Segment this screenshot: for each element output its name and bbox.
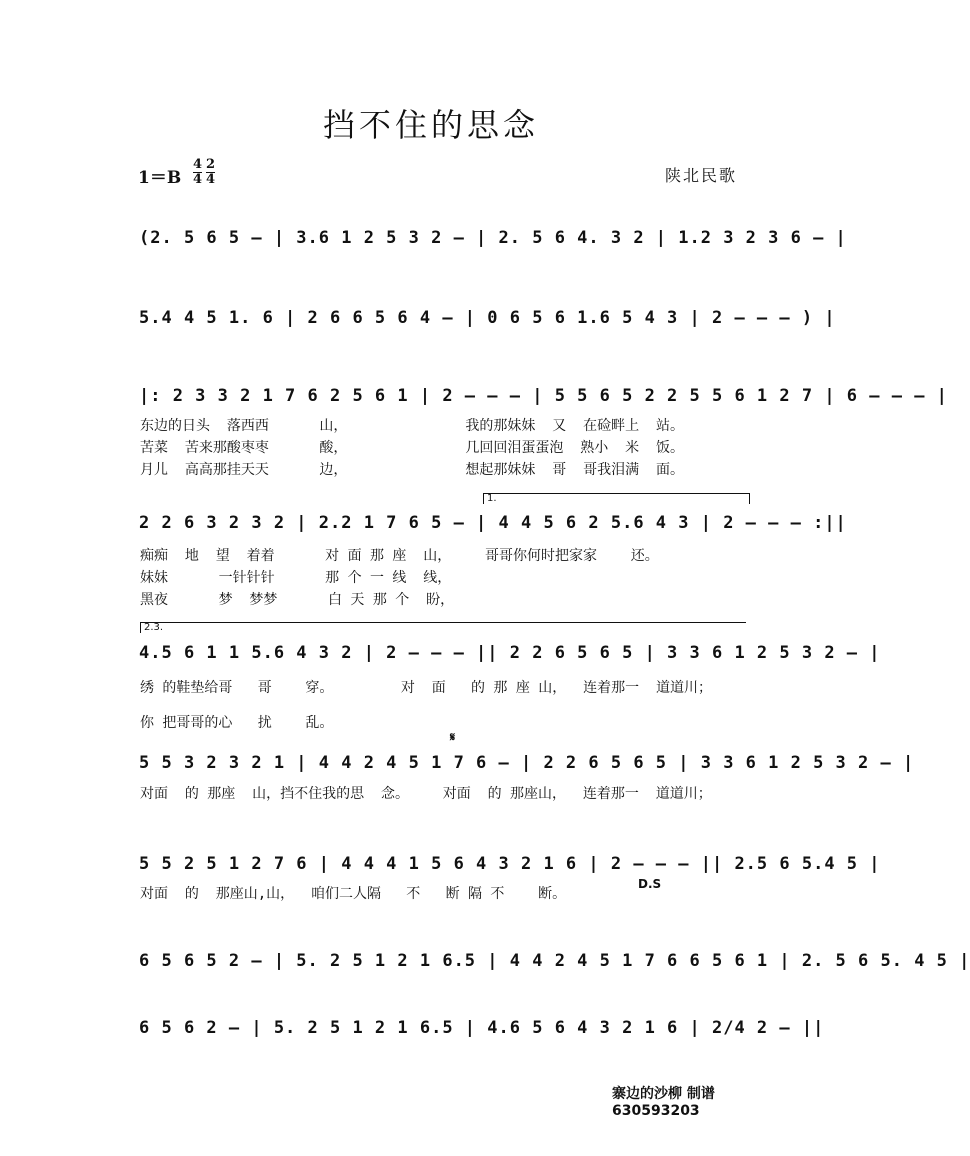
score-line-9: 6 5 6 2 – | 5. 2 5 1 2 1 6.5 | 4.6 5 6 4 3 2 1 6 | 2/4 2 – || xyxy=(139,1018,825,1038)
score-line-1: (2. 5 6 5 – | 3.6 1 2 5 3 2 – | 2. 5 6 4. 3 2 | 1.2 3 2 3 6 – | xyxy=(139,228,847,248)
lyric-line-7-1: 对面 的 那座山,山， 咱们二人隔 不 断 隔 不 断。 xyxy=(140,886,567,902)
second-ending-bracket: 2.3. xyxy=(140,622,746,633)
lyric-line-3-2: 苦菜 苦来那酸枣枣 酸， 几回回泪蛋蛋泡 熟小 米 饭。 xyxy=(140,440,685,456)
lyric-line-3-3: 月儿 高高那挂天天 边， 想起那妹妹 哥 哥我泪满 面。 xyxy=(140,462,685,478)
credit-name: 寨边的沙柳 制谱 xyxy=(612,1086,715,1102)
key-signature: 1＝B xyxy=(138,168,182,188)
ds-mark: D.S xyxy=(638,877,662,891)
time-signature: $\frac{4}{4}$ $\frac{2}{4}$ xyxy=(193,157,216,187)
lyric-line-4-3: 黑夜 梦 梦梦 白 天 那 个 盼， xyxy=(140,592,455,608)
song-source: 陕北民歌 xyxy=(665,166,738,185)
score-line-4: 2 2 6 3 2 3 2 | 2.2 1 7 6 5 – | 4 4 5 6 2 5.6 4 3 | 2 – – – :|| xyxy=(139,513,847,533)
score-line-3: |: 2 3 3 2 1 7 6 2 5 6 1 | 2 – – – | 5 5 6 5 2 2 5 5 6 1 2 7 | 6 – – – | xyxy=(139,386,948,406)
transcriber-credit xyxy=(612,1086,715,1120)
lyric-line-4-2: 妹妹 一针针针 那 个 一 线 线， xyxy=(140,570,452,586)
credit-number: 630593203 xyxy=(612,1103,700,1119)
first-ending-bracket: 1. xyxy=(483,493,750,504)
segno-sign: 𝄋 xyxy=(450,730,456,744)
lyric-line-4-1: 痴痴 地 望 着着 对 面 那 座 山， 哥哥你何时把家家 还。 xyxy=(140,548,659,564)
score-line-2: 5.4 4 5 1. 6 | 2 6 6 5 6 4 – | 0 6 5 6 1.6 5 4 3 | 2 – – – ) | xyxy=(139,308,836,328)
score-line-5: 4.5 6 1 1 5.6 4 3 2 | 2 – – – || 2 2 6 5 6 5 | 3 3 6 1 2 5 3 2 – | xyxy=(139,643,881,663)
lyric-line-5-2: 你 把哥哥的心 扰 乱。 xyxy=(140,715,334,731)
score-line-7: 5 5 2 5 1 2 7 6 | 4 4 4 1 5 6 4 3 2 1 6 | 2 – – – || 2.5 6 5.4 5 | xyxy=(139,854,881,874)
lyric-line-6-1: 对面 的 那座 山，挡不住我的思 念。 对面 的 那座山， 连着那一 道道川； xyxy=(140,786,712,802)
song-title: 挡不住的思念 xyxy=(322,106,539,144)
lyric-line-5-1: 绣 的鞋垫给哥 哥 穿。 对 面 的 那 座 山， 连着那一 道道川； xyxy=(140,680,713,696)
score-line-8: 6 5 6 5 2 – | 5. 2 5 1 2 1 6.5 | 4 4 2 4 5 1 7 6 6 5 6 1 | 2. 5 6 5. 4 5 | xyxy=(139,951,970,971)
lyric-line-3-1: 东边的日头 落西西 山， 我的那妹妹 又 在硷畔上 站。 xyxy=(140,418,685,434)
score-line-6: 5 5 3 2 3 2 1 | 4 4 2 4 5 1 7 6 – | 2 2 6 5 6 5 | 3 3 6 1 2 5 3 2 – | xyxy=(139,753,915,773)
